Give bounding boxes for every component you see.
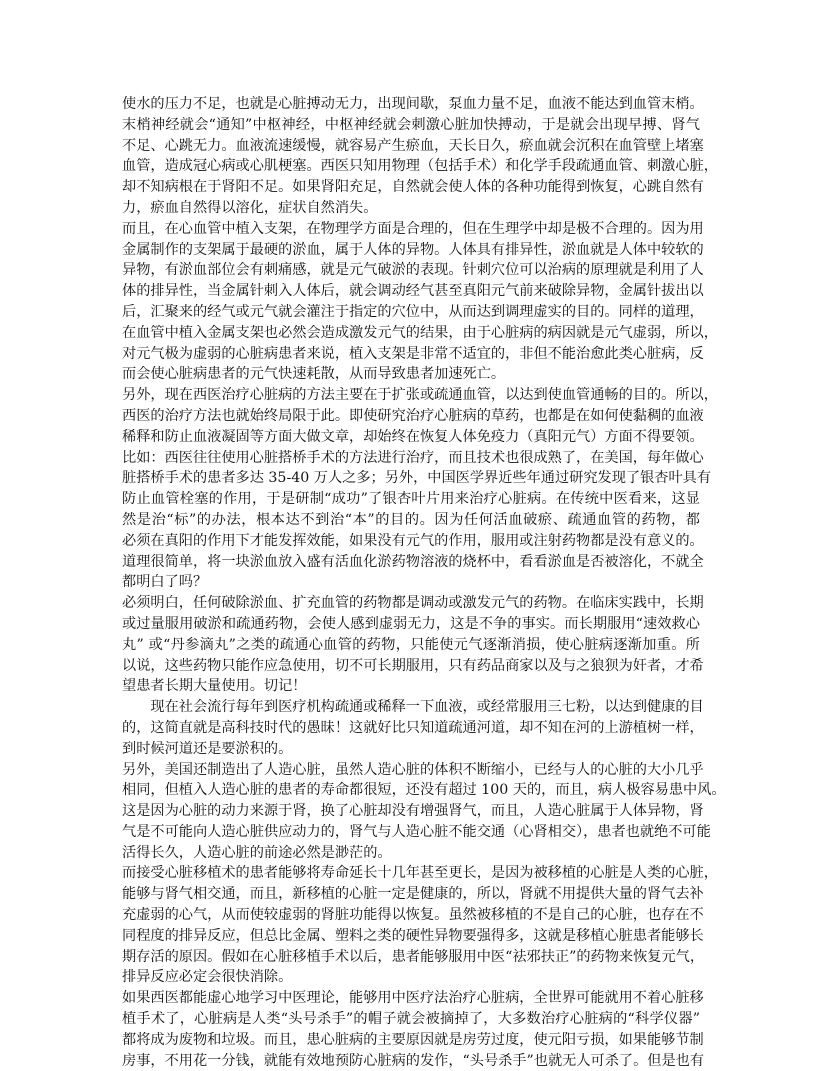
text-line: 这是因为心脏的动力来源于肾，换了心脏却没有增强肾气，而且，人造心脏属于人体异物，肾 (122, 803, 704, 820)
text-line: 丸” 或“丹参滴丸”之类的疏通心血管的药物，只能使元气逐渐消损，使心脏病逐渐加重。所 (122, 636, 700, 653)
document-body (122, 94, 726, 1071)
text-line: 或过量服用破淤和疏通药物，会使人感到虚弱无力，这是不争的事实。而长期服用“速效救心 (122, 615, 700, 632)
text-line: 异物，有淤血部位会有刺痛感，就是元气破淤的表现。针刺穴位可以治病的原理就是利用了人 (122, 262, 704, 279)
text-line: 金属制作的支架属于最硬的淤血，属于人体的异物。人体具有排异性，淤血就是人体中较软的 (122, 241, 704, 258)
text-line: 却不知病根在于肾阳不足。如果肾阳充足，自然就会使人体的各种功能得到恢复，心跳自然有 (122, 179, 704, 196)
text-line: 现在社会流行每年到医疗机构疏通或稀释一下血液，或经常服用三七粉，以达到健康的目 (122, 699, 704, 716)
text-line: 排异反应必定会很快消除。 (122, 969, 293, 986)
text-line: 后，汇聚来的经气或元气就会灌注于指定的穴位中，从而达到调理虚实的目的。同样的道理， (122, 303, 704, 320)
text-line: 必须在真阳的作用下才能发挥效能，如果没有元气的作用，服用或注射药物都是没有意义的。 (122, 532, 704, 549)
text-line: 的，这简直就是高科技时代的愚昧！这就好比只知道疏通河道，却不知在河的上游植树一样， (122, 719, 704, 736)
text-line: 对元气极为虚弱的心脏病患者来说，植入支架是非常不适宜的，非但不能治愈此类心脏病，反 (122, 345, 704, 362)
text-line: 末梢神经就会“通知”中枢神经，中枢神经就会刺激心脏加快搏动，于是就会出现早搏、肾气 (122, 116, 700, 133)
text-line: 能够与肾气相交通，而且，新移植的心脏一定是健康的，所以，肾就不用提供大量的肾气去补 (122, 886, 704, 903)
document-page (122, 94, 726, 1071)
text-line: 气是不可能向人造心脏供应动力的，肾气与人造心脏不能交通（心肾相交），患者也就绝不可能 (122, 823, 711, 840)
text-line: 道理很简单，将一块淤血放入盛有活血化淤药物溶液的烧杯中，看看淤血是否被溶化，不就全 (122, 553, 704, 570)
text-line: 防止血管栓塞的作用，于是研制“成功”了银杏叶片用来治疗心脏病。在传统中医看来，这显 (122, 491, 700, 508)
text-line: 同程度的排异反应，但总比金属、塑料之类的硬性异物要强得多，这就是移植心脏患者能够长 (122, 927, 704, 944)
text-line: 而且，在心血管中植入支架，在物理学方面是合理的，但在生理学中却是极不合理的。因为用 (122, 220, 704, 237)
text-line: 都将成为废物和垃圾。而且，患心脏病的主要原因就是房劳过度，使元阳亏损，如果能够节制 (122, 1031, 704, 1048)
text-line: 植手术了，心脏病是人类“头号杀手”的帽子就会被摘掉了，大多数治疗心脏病的“科学仪器” (122, 1011, 700, 1028)
text-line: 力，瘀血自然得以溶化，症状自然消失。 (122, 199, 378, 216)
text-line: 西医的治疗方法也就始终局限于此。即使研究治疗心脏病的草药，也都是在如何使黏稠的血液 (122, 407, 704, 424)
text-line: 房事，不用花一分钱，就能有效地预防心脏病的发作，“头号杀手”也就无人可杀了。但是也有 (122, 1052, 705, 1069)
text-line: 活得长久，人造心脏的前途必然是渺茫的。 (122, 844, 392, 861)
text-line: 稀释和防止血液凝固等方面大做文章，却始终在恢复人体免疫力（真阳元气）方面不得要领。 (122, 428, 704, 445)
text-line: 使水的压力不足，也就是心脏搏动无力，出现间歇，泵血力量不足，血液不能达到血管末梢。 (122, 96, 704, 112)
text-line: 而会使心脏病患者的元气快速耗散，从而导致患者加速死亡。 (122, 366, 506, 383)
text-line: 到时候河道还是要淤积的。 (122, 740, 293, 757)
text-line: 以说，这些药物只能作应急使用，切不可长期服用，只有药品商家以及与之狼狈为奸者，才希 (122, 657, 704, 674)
text-line: 体的排异性，当金属针刺入人体后，就会调动经气甚至真阳元气前来破除异物，金属针拔出以 (122, 283, 704, 300)
text-line: 血管，造成冠心病或心肌梗塞。西医只知用物理（包括手术）和化学手段疏通血管、刺激心脏， (122, 158, 718, 175)
text-line: 相同，但植入人造心脏的患者的寿命都很短，还没有超过 100 天的，而且，病人极容易患中风。 (122, 782, 726, 799)
text-line: 比如：西医往往使用心脏搭桥手术的方法进行治疗，而且技术也很成熟了，在美国，每年做心 (122, 449, 704, 466)
text-line: 期存活的原因。假如在心脏移植手术以后，患者能够服用中医“祛邪扶正”的药物来恢复元气， (122, 948, 705, 965)
text-line: 而接受心脏移植术的患者能够将寿命延长十几年甚至更长，是因为被移植的心脏是人类的心脏， (122, 865, 718, 882)
text-line: 望患者长期大量使用。切记！ (122, 678, 307, 695)
text-line: 不足、心跳无力。血液流速缓慢，就容易产生瘀血，天长日久，瘀血就会沉积在血管壁上堵塞 (122, 137, 704, 154)
text-line: 另外，现在西医治疗心脏病的方法主要在于扩张或疏通血管，以达到使血管通畅的目的。所以， (122, 387, 718, 404)
text-line: 都明白了吗？ (122, 574, 208, 591)
text-line: 在血管中植入金属支架也必然会造成激发元气的结果，由于心脏病的病因就是元气虚弱，所以， (122, 324, 718, 341)
text-line: 然是治“标”的办法，根本达不到治“本”的目的。因为任何活血破瘀、疏通血管的药物，都 (122, 511, 700, 528)
text-line: 脏搭桥手术的患者多达 35-40 万人之多；另外，中国医学界近些年通过研究发现了银杏叶具有 (122, 470, 712, 487)
text-line: 另外，美国还制造出了人造心脏，虽然人造心脏的体积不断缩小，已经与人的心脏的大小几乎 (122, 761, 704, 778)
text-line: 必须明白，任何破除淤血、扩充血管的药物都是调动或激发元气的药物。在临床实践中，长期 (122, 595, 704, 612)
text-line: 充虚弱的心气，从而使较虚弱的肾脏功能得以恢复。虽然被移植的不是自己的心脏，也存在不 (122, 907, 704, 924)
text-line: 如果西医都能虚心地学习中医理论，能够用中医疗法治疗心脏病，全世界可能就用不着心脏移 (122, 990, 704, 1007)
